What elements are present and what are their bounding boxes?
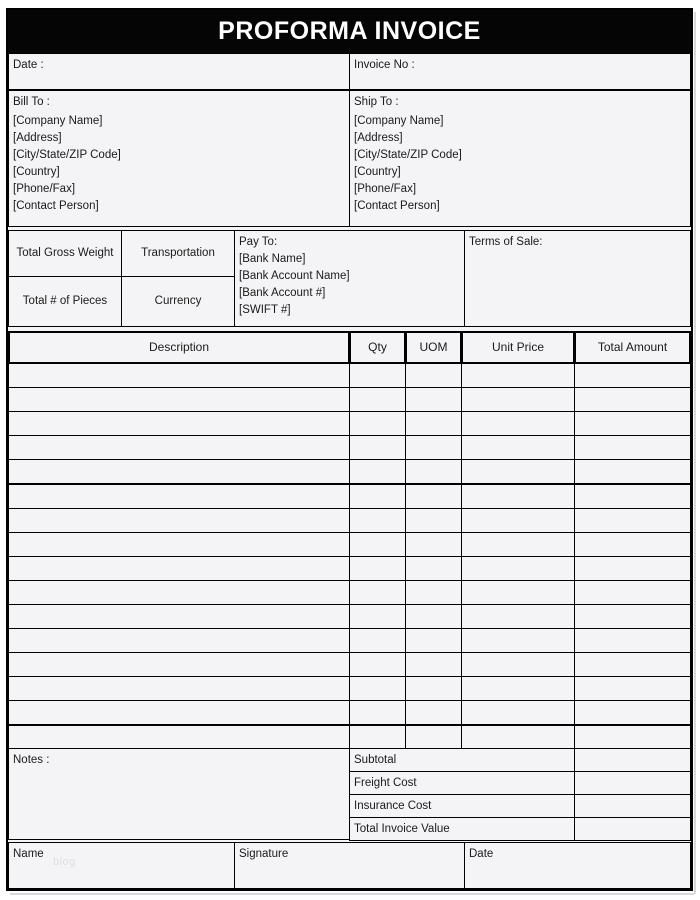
cell-total-amount[interactable] bbox=[574, 725, 691, 750]
cell-qty[interactable] bbox=[349, 700, 406, 725]
signature-date-label: Date bbox=[469, 848, 494, 860]
column-header-total-amount bbox=[574, 331, 691, 364]
terms-of-sale-block[interactable] bbox=[464, 230, 691, 327]
cell-uom[interactable] bbox=[405, 604, 462, 629]
totals-row-label: Total Invoice Value bbox=[349, 817, 575, 841]
cell-unit-price[interactable] bbox=[461, 700, 575, 725]
ship-to-heading: Ship To : bbox=[354, 96, 399, 108]
total-pieces-field[interactable] bbox=[8, 276, 122, 327]
cell-uom[interactable] bbox=[405, 411, 462, 436]
cell-description[interactable] bbox=[8, 363, 350, 388]
transportation-field[interactable] bbox=[121, 230, 235, 277]
signature-date-field[interactable] bbox=[464, 842, 691, 889]
ship-to-company: [Company Name] bbox=[354, 115, 444, 128]
cell-uom[interactable] bbox=[405, 700, 462, 725]
totals-row-value[interactable] bbox=[574, 771, 691, 795]
totals-row-label: Subtotal bbox=[349, 748, 575, 772]
column-header-uom bbox=[405, 331, 462, 364]
invoice-no-field[interactable] bbox=[349, 53, 691, 90]
cell-description[interactable] bbox=[8, 387, 350, 412]
cell-total-amount[interactable] bbox=[574, 676, 691, 701]
cell-total-amount[interactable] bbox=[574, 532, 691, 557]
cell-total-amount[interactable] bbox=[574, 580, 691, 605]
bill-to-phone-fax: [Phone/Fax] bbox=[13, 183, 76, 196]
cell-qty[interactable] bbox=[349, 411, 406, 436]
cell-total-amount[interactable] bbox=[574, 508, 691, 533]
bill-to-heading: Bill To : bbox=[13, 96, 50, 108]
ship-to-country: [Country] bbox=[354, 166, 401, 179]
bill-to-city-state-zip: [City/State/ZIP Code] bbox=[13, 149, 121, 162]
cell-uom[interactable] bbox=[405, 580, 462, 605]
cell-uom[interactable] bbox=[405, 628, 462, 653]
column-header-unit-price-label: Unit Price bbox=[491, 339, 544, 354]
cell-qty[interactable] bbox=[349, 604, 406, 629]
cell-description[interactable] bbox=[8, 676, 350, 701]
cell-unit-price[interactable] bbox=[461, 484, 575, 509]
cell-uom[interactable] bbox=[405, 508, 462, 533]
cell-qty[interactable] bbox=[349, 628, 406, 653]
cell-description[interactable] bbox=[8, 628, 350, 653]
cell-description[interactable] bbox=[8, 532, 350, 557]
cell-uom[interactable] bbox=[405, 556, 462, 581]
cell-qty[interactable] bbox=[349, 556, 406, 581]
totals-row-value[interactable] bbox=[574, 748, 691, 772]
signature-field[interactable] bbox=[234, 842, 465, 889]
invoice-no-label: Invoice No : bbox=[354, 59, 415, 71]
cell-total-amount[interactable] bbox=[574, 652, 691, 677]
cell-unit-price[interactable] bbox=[461, 652, 575, 677]
cell-description[interactable] bbox=[8, 700, 350, 725]
currency-field[interactable] bbox=[121, 276, 235, 327]
cell-description[interactable] bbox=[8, 459, 350, 484]
cell-description[interactable] bbox=[8, 556, 350, 581]
bill-to-country: [Country] bbox=[13, 166, 60, 179]
column-header-unit-price bbox=[461, 331, 575, 364]
cell-description[interactable] bbox=[8, 508, 350, 533]
cell-unit-price[interactable] bbox=[461, 532, 575, 557]
cell-unit-price[interactable] bbox=[461, 556, 575, 581]
signature-name-field[interactable] bbox=[8, 842, 236, 889]
cell-description[interactable] bbox=[8, 484, 350, 509]
totals-row-label: Freight Cost bbox=[349, 771, 575, 795]
cell-qty[interactable] bbox=[349, 580, 406, 605]
terms-of-sale-heading: Terms of Sale: bbox=[469, 236, 543, 248]
cell-unit-price[interactable] bbox=[461, 387, 575, 412]
column-header-qty-label: Qty bbox=[368, 339, 387, 354]
pay-to-block[interactable] bbox=[234, 230, 465, 327]
page-title: PROFORMA INVOICE bbox=[218, 17, 481, 45]
cell-total-amount[interactable] bbox=[574, 700, 691, 725]
ship-to-block[interactable] bbox=[349, 90, 691, 227]
cell-description[interactable] bbox=[8, 435, 350, 460]
cell-uom[interactable] bbox=[405, 652, 462, 677]
cell-unit-price[interactable] bbox=[461, 435, 575, 460]
cell-unit-price[interactable] bbox=[461, 363, 575, 388]
date-label: Date : bbox=[13, 59, 44, 71]
cell-total-amount[interactable] bbox=[574, 411, 691, 436]
cell-total-amount[interactable] bbox=[574, 628, 691, 653]
total-gross-weight-field[interactable] bbox=[8, 230, 122, 277]
scan-watermark: blog bbox=[53, 856, 76, 868]
ship-to-city-state-zip: [City/State/ZIP Code] bbox=[354, 149, 462, 162]
cell-uom[interactable] bbox=[405, 363, 462, 388]
cell-description[interactable] bbox=[8, 604, 350, 629]
cell-unit-price[interactable] bbox=[461, 411, 575, 436]
cell-qty[interactable] bbox=[349, 459, 406, 484]
cell-uom[interactable] bbox=[405, 676, 462, 701]
cell-qty[interactable] bbox=[349, 725, 406, 750]
cell-description[interactable] bbox=[8, 411, 350, 436]
scan-edge-right bbox=[694, 12, 696, 894]
cell-qty[interactable] bbox=[349, 508, 406, 533]
totals-row-label: Insurance Cost bbox=[349, 794, 575, 818]
document-title-bar bbox=[8, 10, 691, 53]
currency-label: Currency bbox=[154, 294, 202, 307]
pay-to-bank-account-number: [Bank Account #] bbox=[239, 287, 326, 300]
transportation-label: Transportation bbox=[141, 246, 215, 259]
pay-to-swift: [SWIFT #] bbox=[239, 304, 291, 317]
column-header-description-label: Description bbox=[148, 339, 210, 354]
column-header-total-amount-label: Total Amount bbox=[597, 339, 668, 354]
cell-qty[interactable] bbox=[349, 676, 406, 701]
totals-row-value[interactable] bbox=[574, 794, 691, 818]
pay-to-heading: Pay To: bbox=[239, 236, 278, 248]
cell-total-amount[interactable] bbox=[574, 363, 691, 388]
bill-to-contact-person: [Contact Person] bbox=[13, 200, 99, 213]
scan-edge-bottom bbox=[10, 893, 694, 895]
signature-name-label: Name bbox=[13, 848, 44, 860]
total-pieces-label: Total # of Pieces bbox=[22, 294, 108, 307]
cell-uom[interactable] bbox=[405, 532, 462, 557]
bill-to-block[interactable] bbox=[8, 90, 350, 227]
invoice-sheet bbox=[8, 10, 691, 889]
cell-uom[interactable] bbox=[405, 387, 462, 412]
cell-unit-price[interactable] bbox=[461, 459, 575, 484]
cell-unit-price[interactable] bbox=[461, 508, 575, 533]
cell-unit-price[interactable] bbox=[461, 628, 575, 653]
cell-uom[interactable] bbox=[405, 484, 462, 509]
pay-to-bank-account-name: [Bank Account Name] bbox=[239, 270, 350, 283]
pay-to-bank-name: [Bank Name] bbox=[239, 253, 306, 266]
cell-unit-price[interactable] bbox=[461, 676, 575, 701]
ship-to-address: [Address] bbox=[354, 132, 403, 145]
cell-description[interactable] bbox=[8, 725, 350, 750]
notes-heading: Notes : bbox=[13, 754, 50, 766]
cell-qty[interactable] bbox=[349, 652, 406, 677]
notes-block[interactable] bbox=[8, 748, 350, 840]
column-header-uom-label: UOM bbox=[419, 339, 448, 354]
cell-total-amount[interactable] bbox=[574, 484, 691, 509]
cell-description[interactable] bbox=[8, 652, 350, 677]
date-field[interactable] bbox=[8, 53, 350, 90]
cell-total-amount[interactable] bbox=[574, 604, 691, 629]
cell-total-amount[interactable] bbox=[574, 435, 691, 460]
cell-total-amount[interactable] bbox=[574, 556, 691, 581]
cell-unit-price[interactable] bbox=[461, 604, 575, 629]
bill-to-company: [Company Name] bbox=[13, 115, 103, 128]
signature-label: Signature bbox=[239, 848, 289, 860]
cell-total-amount[interactable] bbox=[574, 459, 691, 484]
ship-to-contact-person: [Contact Person] bbox=[354, 200, 440, 213]
cell-unit-price[interactable] bbox=[461, 725, 575, 750]
cell-qty[interactable] bbox=[349, 484, 406, 509]
total-gross-weight-label: Total Gross Weight bbox=[16, 246, 114, 259]
cell-qty[interactable] bbox=[349, 435, 406, 460]
bill-to-address: [Address] bbox=[13, 132, 62, 145]
cell-unit-price[interactable] bbox=[461, 580, 575, 605]
cell-uom[interactable] bbox=[405, 435, 462, 460]
totals-row-value[interactable] bbox=[574, 817, 691, 841]
cell-uom[interactable] bbox=[405, 725, 462, 750]
column-header-description bbox=[8, 331, 350, 364]
invoice-document bbox=[6, 8, 693, 891]
column-header-qty bbox=[349, 331, 406, 364]
cell-total-amount[interactable] bbox=[574, 387, 691, 412]
cell-qty[interactable] bbox=[349, 363, 406, 388]
cell-description[interactable] bbox=[8, 580, 350, 605]
cell-uom[interactable] bbox=[405, 459, 462, 484]
cell-qty[interactable] bbox=[349, 387, 406, 412]
cell-qty[interactable] bbox=[349, 532, 406, 557]
ship-to-phone-fax: [Phone/Fax] bbox=[354, 183, 417, 196]
